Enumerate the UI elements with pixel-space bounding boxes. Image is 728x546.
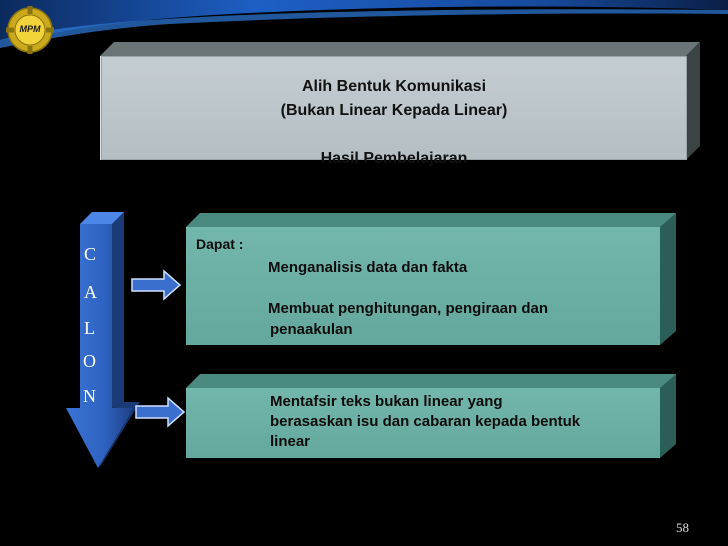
title-line-2: (Bukan Linear Kepada Linear) bbox=[280, 102, 508, 119]
box1-item-2-line-2: penaakulan bbox=[270, 321, 353, 338]
right-arrow-2 bbox=[134, 396, 186, 428]
box2-line-2: berasaskan isu dan cabaran kepada bentuk bbox=[270, 413, 581, 430]
calon-down-arrow bbox=[64, 212, 144, 472]
title-box-face bbox=[100, 56, 687, 167]
box1-item-1: Menganalisis data dan fakta bbox=[268, 259, 468, 276]
box1-item-2-line-1: Membuat penghitungan, pengiraan dan bbox=[268, 300, 549, 317]
learning-box-1 bbox=[186, 213, 676, 345]
title-box-side-bevel bbox=[686, 42, 700, 160]
title-line-3: Hasil Pembelajaran bbox=[320, 150, 468, 167]
learning-box-2 bbox=[186, 374, 676, 458]
calon-letter-c: C bbox=[84, 244, 97, 264]
title-box-top-bevel bbox=[100, 42, 700, 56]
page-number: 58 bbox=[676, 520, 689, 535]
learning-box-1-face bbox=[186, 227, 660, 345]
box2-line-1: Mentafsir teks bukan linear yang bbox=[270, 393, 503, 410]
box1-heading: Dapat : bbox=[196, 236, 244, 252]
logo-text: MPM bbox=[19, 24, 41, 34]
box2-line-3: linear bbox=[270, 433, 311, 450]
learning-box-1-top-bevel bbox=[186, 213, 676, 227]
title-line-1: Alih Bentuk Komunikasi bbox=[301, 78, 487, 95]
learning-box-2-side-bevel bbox=[660, 374, 676, 458]
title-box bbox=[98, 42, 702, 167]
calon-letter-l: L bbox=[84, 318, 95, 338]
calon-letter-o: O bbox=[83, 351, 96, 371]
right-arrow-1 bbox=[130, 269, 182, 301]
calon-letter-a: A bbox=[84, 282, 97, 302]
calon-letter-n: N bbox=[83, 386, 96, 406]
learning-box-1-side-bevel bbox=[660, 213, 676, 345]
learning-box-2-top-bevel bbox=[186, 374, 676, 388]
